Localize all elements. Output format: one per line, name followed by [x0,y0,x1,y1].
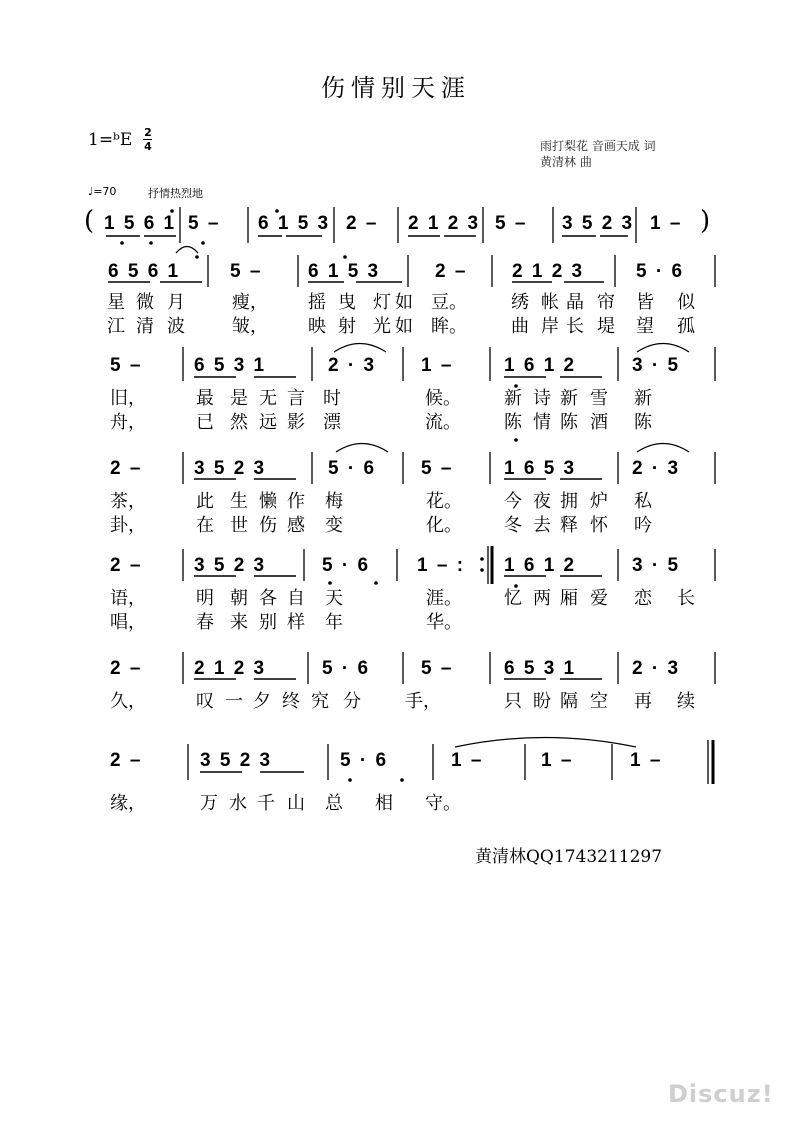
lyric-syllable: 长 [566,316,584,337]
lyric-syllable: 新 [504,388,522,409]
lyric-syllable: 言 [287,388,305,409]
measure-notes: 2 · 3 [632,458,679,479]
lyric-syllable: 皆 [636,292,654,313]
lyric-syllable: 夜 [533,491,551,512]
lyric-syllable: 岸 [541,316,559,337]
lyric-syllable: 皱， [232,316,268,337]
lyric-syllable: 春 [196,612,214,633]
lyric-syllable: 终 [282,691,300,712]
measure-notes: 2 – [110,458,141,479]
lyric-syllable: 缘， [110,793,146,814]
measure-notes: 1 – : [417,555,464,576]
lyric-syllable: 是 [230,388,248,409]
lyric-syllable: 远 [259,412,277,433]
measure-notes: 2 1 2 3 [512,261,583,282]
lyric-syllable: 释 [560,515,578,536]
measure-notes: 1 – [630,750,661,771]
lyric-syllable: 微 [136,292,154,313]
intro-close-paren: ) [700,206,711,236]
measure-notes: 3 5 2 3 [194,555,265,576]
lyric-syllable: 究 [311,691,329,712]
lyric-syllable: 万 [200,793,218,814]
barlines [180,207,715,784]
lyric-syllable: 雪 [590,388,608,409]
lyric-syllable: 摇 [308,292,326,313]
lyric-syllable: 空 [590,691,608,712]
lyric-syllable: 感 [287,515,305,536]
intro-open-paren: ( [84,206,95,236]
measure-notes: 5 – [110,355,141,376]
lyric-syllable: 长 [677,588,695,609]
measure-notes: 5 · 6 [322,555,369,576]
measure-notes: 1 – [541,750,572,771]
measure-notes: 5 – [421,658,452,679]
lyric-syllable: 帘 [597,292,615,313]
lyric-syllable: 唱， [110,612,146,633]
lyric-syllable: 已 [196,412,214,433]
measure-notes: 2 · 3 [328,355,375,376]
lyric-syllable: 爱 [590,588,608,609]
lyric-syllable: 隔 [560,691,578,712]
lyric-syllable: 山 [287,793,305,814]
measure-notes: 2 – [110,750,141,771]
measure-notes: 2 1 2 3 [408,213,479,234]
lyric-syllable: 波 [167,316,185,337]
lyric-syllable: 总 [325,793,343,814]
lyric-syllable: 续 [677,691,695,712]
lyric-syllable: 冬 [504,515,522,536]
lyric-syllable: 化。 [426,515,462,536]
lyricists-credit: 雨打梨花 音画天成 词 [540,139,656,153]
lyric-syllable: 如 [395,316,413,337]
lyric-syllable: 候。 [425,388,461,409]
lyric-syllable: 炉 [590,491,608,512]
lyric-syllable: 天 [325,588,343,609]
lyric-syllable: 手， [405,691,441,712]
arranger-signature: 黄清林QQ1743211297 [475,847,663,867]
measure-notes: 1 – [451,750,482,771]
measure-notes: 6 1 5 3 [308,261,379,282]
slurs [176,247,689,748]
lyric-syllable: 夕 [253,691,271,712]
measure-notes: 2 – [110,555,141,576]
lyric-syllable: 漂 [323,412,341,433]
lyric-syllable: 别 [259,612,277,633]
lyric-syllable: 晶 [566,292,584,313]
measure-notes: 6 5 3 1 [194,355,265,376]
lyric-syllable: 朝 [230,588,248,609]
lyric-syllable: 私 [634,491,652,512]
lyric-syllable: 语， [110,588,146,609]
lyric-syllable: 生 [230,491,248,512]
lyric-syllable: 吟 [634,515,652,536]
measure-notes: 6 1 5 3 [258,213,329,234]
measure-notes: 2 – [435,261,466,282]
lyric-syllable: 分 [343,691,361,712]
lyric-syllable: 如 [395,292,413,313]
eighth-beams [106,236,628,772]
lyric-syllable: 守。 [425,793,461,814]
measure-notes: 1 6 5 3 [504,458,575,479]
lyric-syllable: 月 [167,292,185,313]
measure-notes: 2 1 2 3 [194,658,265,679]
composer-credit: 黄清林 曲 [540,155,592,169]
repeat-dots [480,557,484,572]
lyric-syllable: 今 [504,491,522,512]
measure-notes: 5 · 6 [340,750,387,771]
lyric-syllable: 绣 [511,292,529,313]
measure-notes: 5 · 6 [636,261,683,282]
lyric-syllable: 世 [230,515,248,536]
lyric-syllable: 流。 [425,412,461,433]
lyric-syllable: 自 [287,588,305,609]
lyric-syllable: 曳 [338,292,356,313]
lyric-syllable: 清 [136,316,154,337]
lyric-syllable: 来 [230,612,248,633]
lyric-syllable: 在 [196,515,214,536]
lyric-syllable: 光 [373,316,391,337]
measure-notes: 5 · 6 [322,658,369,679]
measure-notes: 1 – [421,355,452,376]
lyric-syllable: 叹 [196,691,214,712]
lyric-syllable: 涯。 [426,588,462,609]
lyric-syllable: 去 [533,515,551,536]
measure-notes: 3 5 2 3 [200,750,271,771]
lyric-syllable: 懒 [259,491,277,512]
lyric-syllable: 作 [287,491,305,512]
lyric-syllable: 花。 [426,491,462,512]
lyric-syllable: 堤 [597,316,615,337]
measure-notes: 3 · 5 [632,555,679,576]
measure-notes: 5 – [188,213,219,234]
lyric-syllable: 陈 [504,412,522,433]
measure-notes: 6 5 6 1 [108,261,179,282]
lyric-syllable: 恋 [634,588,652,609]
lyric-syllable: 舟， [110,412,146,433]
lyric-syllable: 似 [677,292,695,313]
measure-notes: 6 5 3 1 [504,658,575,679]
lyric-syllable: 曲 [511,316,529,337]
lyric-syllable: 变 [325,515,343,536]
measure-notes: 5 – [421,458,452,479]
lyric-syllable: 酒 [590,412,608,433]
lyric-syllable: 最 [196,388,214,409]
lyric-syllable: 样 [287,612,305,633]
lyric-syllable: 望 [636,316,654,337]
tempo-marking: ♩=70 [88,185,117,198]
lyric-syllable: 梅 [325,491,343,512]
lyric-syllable: 陈 [634,412,652,433]
lyric-syllable: 然 [230,412,248,433]
lyric-syllable: 忆 [504,588,522,609]
measure-notes: 3 5 2 3 [194,458,265,479]
expression-marking: 抒情热烈地 [148,187,203,200]
lyric-syllable: 千 [257,793,275,814]
lyric-syllable: 只 [504,691,522,712]
lyric-syllable: 两 [533,588,551,609]
lyric-syllable: 再 [634,691,652,712]
time-signature: 2 4 [144,126,152,153]
lyric-syllable: 影 [287,412,305,433]
measure-notes: 1 5 6 1 [104,213,175,234]
measure-notes: 5 – [495,213,526,234]
lyric-syllable: 茶， [110,491,146,512]
measure-notes: 2 · 3 [632,658,679,679]
lyric-syllable: 无 [259,388,277,409]
lyric-syllable: 相 [375,793,393,814]
measure-notes: 2 – [346,213,377,234]
measure-notes: 1 – [650,213,681,234]
lyric-syllable: 陈 [560,412,578,433]
lyric-syllable: 瘦， [232,292,268,313]
lyric-syllable: 射 [338,316,356,337]
lyric-syllable: 一 [225,691,243,712]
lyric-syllable: 孤 [677,316,695,337]
lyric-syllable: 华。 [426,612,462,633]
lyric-syllable: 豆。 [431,292,467,313]
lyric-syllable: 拥 [560,491,578,512]
lyric-syllable: 新 [634,388,652,409]
lyric-syllable: 星 [107,292,125,313]
lyric-syllable: 卦， [110,515,146,536]
measure-notes: 5 · 6 [328,458,375,479]
lyric-syllable: 眸。 [431,316,467,337]
lyric-syllable: 水 [229,793,247,814]
lyric-syllable: 江 [107,316,125,337]
lyric-syllable: 灯 [373,292,391,313]
lyric-syllable: 映 [308,316,326,337]
lyric-syllable: 年 [325,612,343,633]
measure-notes: 3 5 2 3 [562,213,633,234]
lyric-syllable: 明 [196,588,214,609]
lyric-syllable: 时 [323,388,341,409]
lyric-syllable: 帐 [541,292,559,313]
lyric-syllable: 诗 [533,388,551,409]
octave-dots [120,209,518,782]
measure-notes: 5 – [230,261,261,282]
lyric-syllable: 久， [110,691,146,712]
measure-notes: 3 · 5 [632,355,679,376]
key-signature: 1=ᵇE [88,130,133,150]
lyric-syllable: 各 [259,588,277,609]
lyric-syllable: 旧， [110,388,146,409]
lyric-syllable: 伤 [259,515,277,536]
lyric-syllable: 新 [560,388,578,409]
lyric-syllable: 厢 [560,588,578,609]
lyric-syllable: 此 [196,491,214,512]
lyric-syllable: 怀 [590,515,608,536]
watermark-logo: Discuz! [668,1080,774,1108]
lyric-syllable: 情 [533,412,551,433]
song-title: 伤情别天涯 [321,74,471,102]
measure-notes: 1 6 1 2 [504,555,575,576]
lyric-syllable: 盼 [533,691,551,712]
measure-notes: 2 – [110,658,141,679]
measure-notes: 1 6 1 2 [504,355,575,376]
